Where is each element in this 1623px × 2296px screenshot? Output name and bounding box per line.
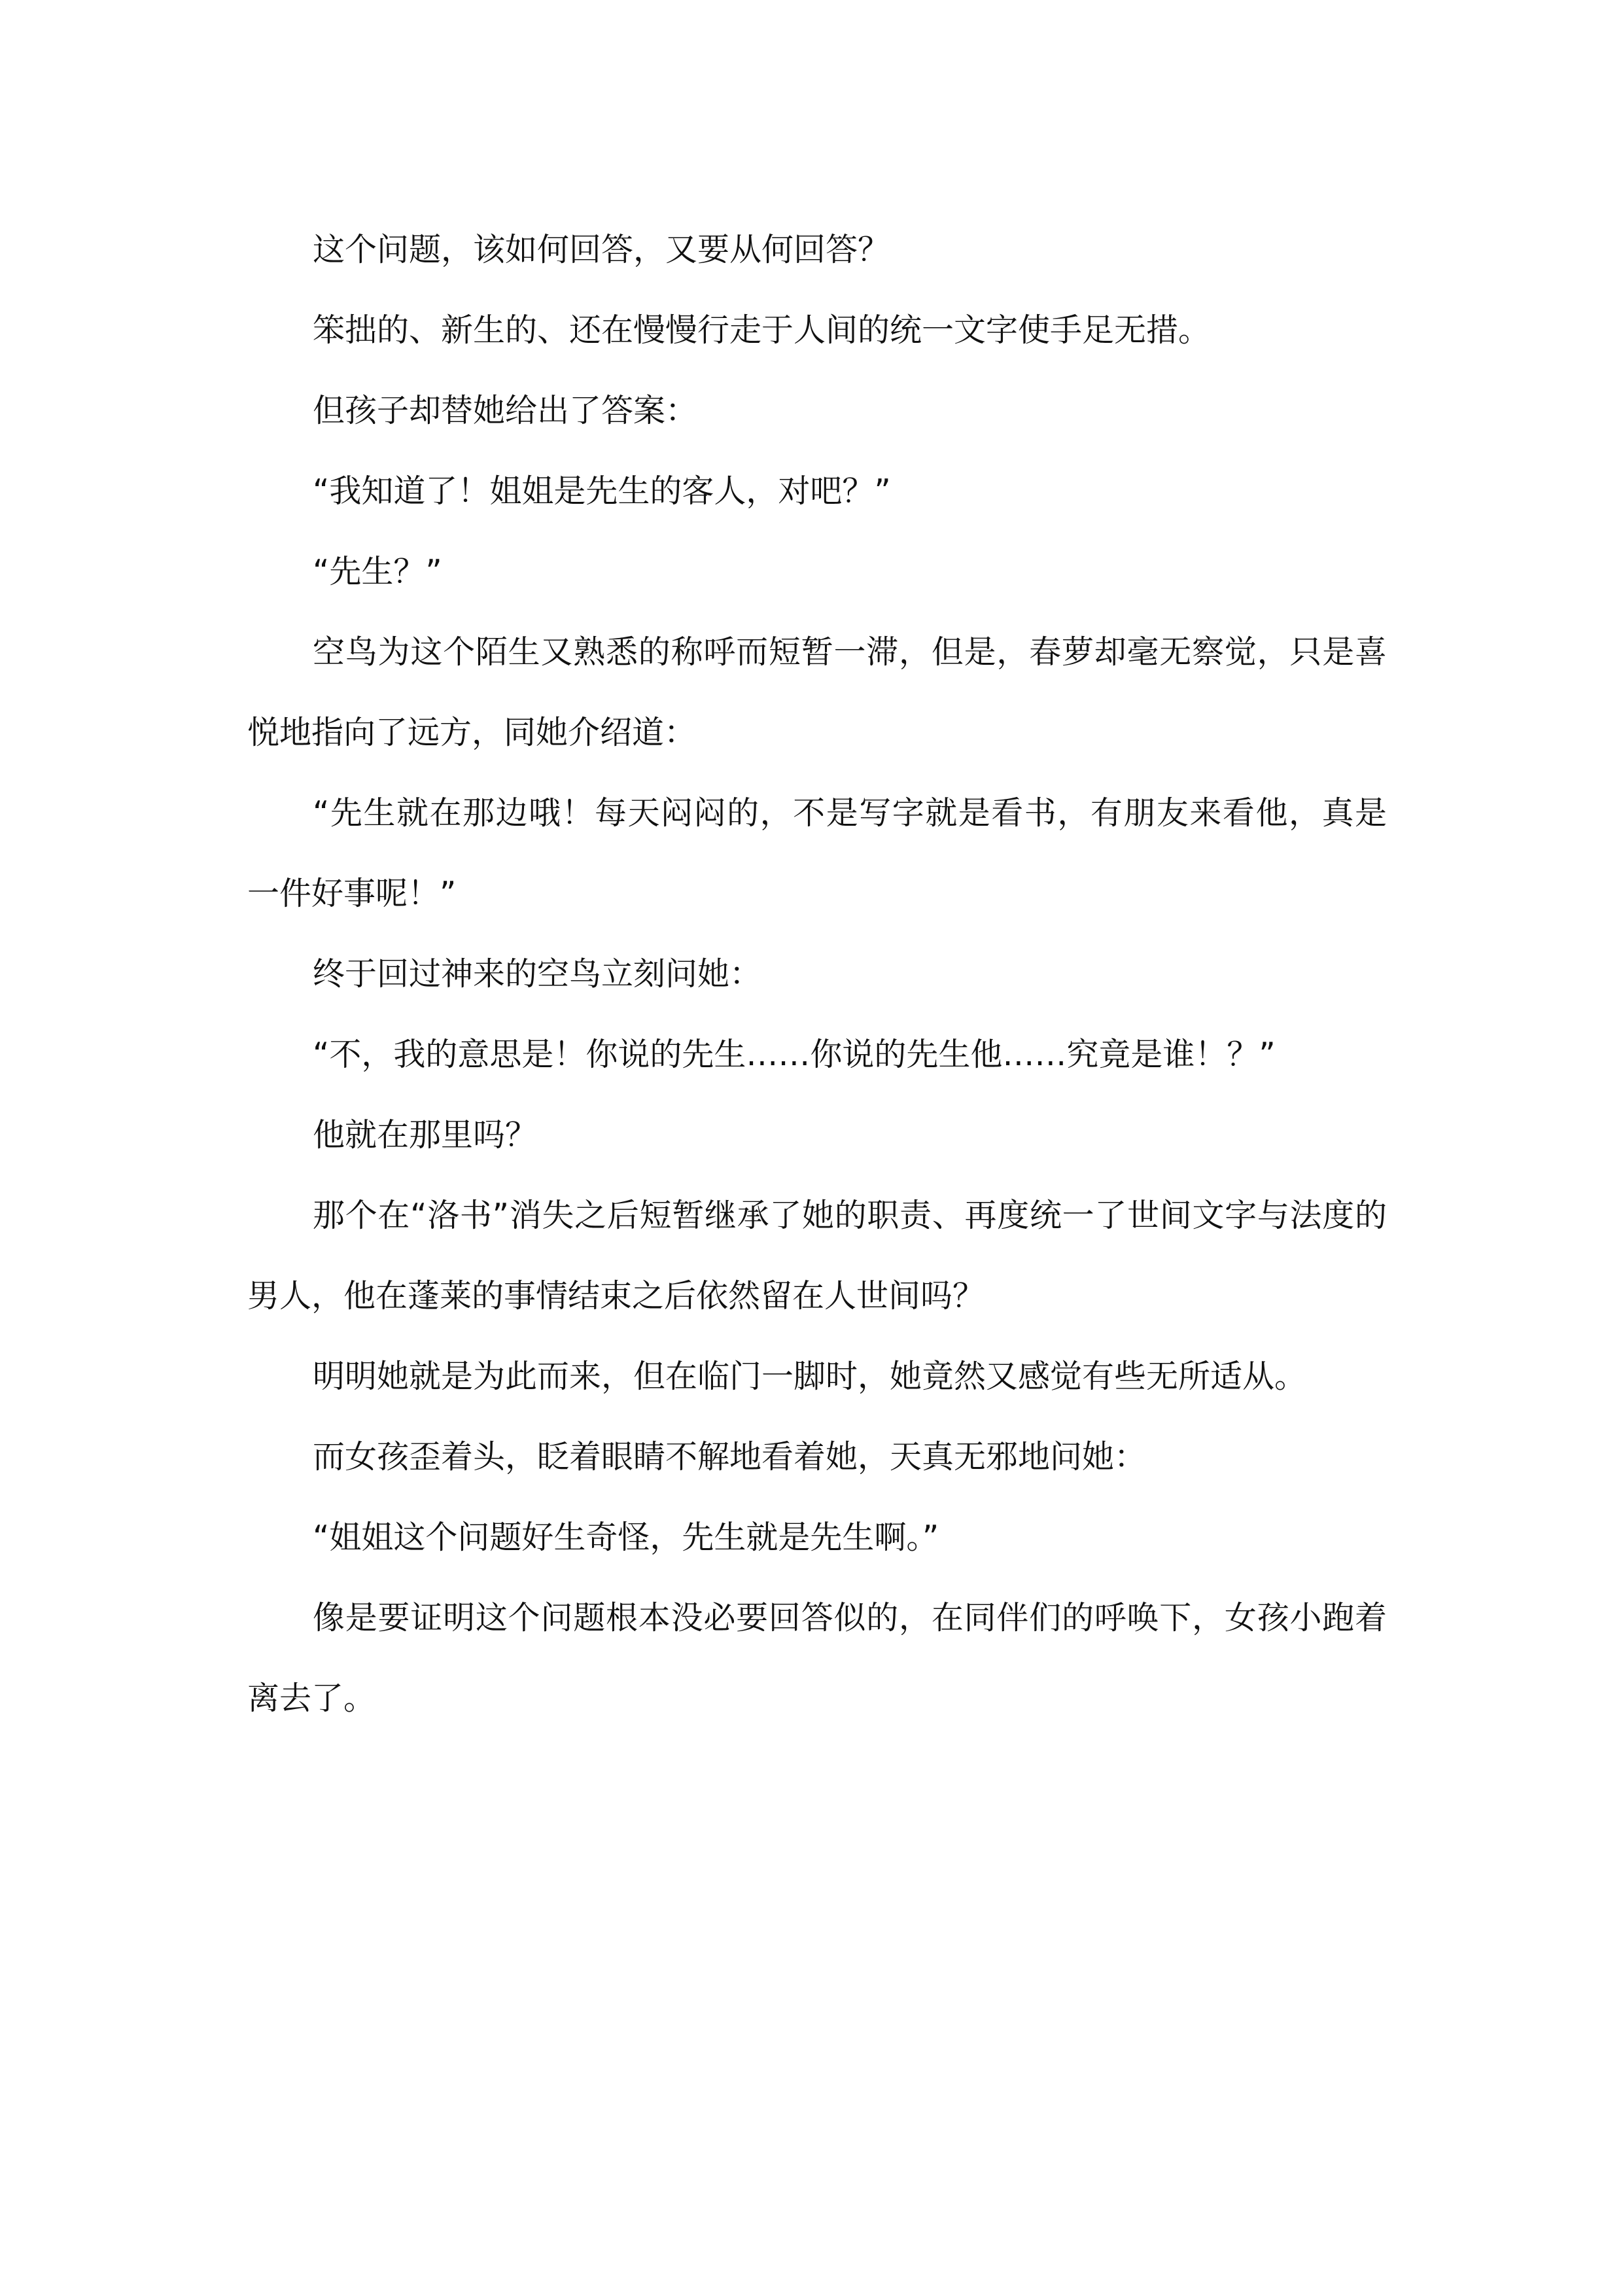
paragraph-13: 而女孩歪着头，眨着眼睛不解地看着她，天真无邪地问她： <box>313 1438 1147 1475</box>
paragraph-9: “不，我的意思是！你说的先生……你说的先生他……究竟是谁！？” <box>313 1036 1276 1073</box>
paragraph-15: 像是要证明这个问题根本没必要回答似的，在同伴们的呼唤下，女孩小跑着离去了。 <box>247 1599 1387 1717</box>
paragraph-4: “我知道了！姐姐是先生的客人，对吧？” <box>313 472 891 510</box>
paragraph-14: “姐姐这个问题好生奇怪，先生就是先生啊。” <box>313 1519 939 1556</box>
paragraph-10: 他就在那里吗？ <box>313 1116 538 1154</box>
paragraph-5: “先生？” <box>313 553 442 590</box>
paragraph-7: “先生就在那边哦！每天闷闷的，不是写字就是看书，有朋友来看他，真是一件好事呢！” <box>247 794 1387 912</box>
paragraph-11: 那个在“洛书”消失之后短暂继承了她的职责、再度统一了世间文字与法度的男人，他在蓬莱的事情结束之后依然留在人世间吗？ <box>247 1197 1387 1315</box>
paragraph-2: 笨拙的、新生的、还在慢慢行走于人间的统一文字使手足无措。 <box>313 311 1211 349</box>
paragraph-8: 终于回过神来的空鸟立刻问她： <box>313 955 762 993</box>
paragraph-6: 空鸟为这个陌生又熟悉的称呼而短暂一滞，但是，春萝却毫无察觉，只是喜悦地指向了远方，同她介绍道： <box>247 633 1387 751</box>
paragraph-1: 这个问题，该如何回答，又要从何回答？ <box>313 231 890 268</box>
paragraph-3: 但孩子却替她给出了答案： <box>313 392 698 429</box>
body-text <box>247 209 1387 1739</box>
paragraph-12: 明明她就是为此而来，但在临门一脚时，她竟然又感觉有些无所适从。 <box>313 1358 1307 1395</box>
